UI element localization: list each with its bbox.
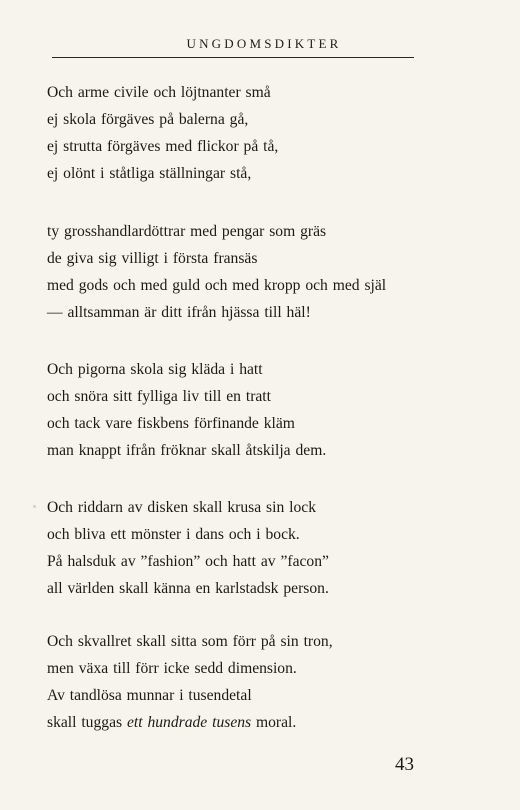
stanza-2 [47,218,457,326]
poem-line: På halsduk av ”fashion” och hatt av ”facon” [47,553,329,570]
poem-line: ej olönt i ståtliga ställningar stå, [47,165,252,182]
poem-line: och tack vare fiskbens förfinande kläm [47,415,295,432]
poem-line: med gods och med guld och med kropp och med själ [47,277,387,294]
poem-line [47,709,457,736]
poem-line: man knappt ifrån fröknar skall åtskilja dem. [47,442,327,459]
page-number: 43 [395,754,414,775]
header-rule [52,57,414,58]
poem-line-text: skall tuggas [47,714,127,731]
poem-line: ty grosshandlardöttrar med pengar som gräs [47,223,327,240]
poem-line: och bliva ett mönster i dans och i bock. [47,526,300,543]
paper-speck [33,505,36,508]
poem-line: all världen skall känna en karlstadsk person. [47,580,329,597]
poem-line: Och arme civile och löjtnanter små [47,84,271,101]
poem-line: Och skvallret skall sitta som förr på sin tron, [47,633,333,650]
poem-line: ej strutta förgäves med flickor på tå, [47,138,279,155]
running-head: UNGDOMSDIKTER [186,36,342,51]
poem-line: och snöra sitt fylliga liv till en tratt [47,388,271,405]
poem-line: ej skola förgäves på balerna gå, [47,111,249,128]
stanza-1 [47,79,457,187]
stanza-4 [47,494,457,602]
poem-line: men växa till förr icke sedd dimension. [47,660,297,677]
poem-line: de giva sig villigt i första fransäs [47,250,258,267]
stanza-5 [47,628,457,736]
stanza-3 [47,356,457,464]
poem-line: Av tandlösa munnar i tusendetal [47,687,252,704]
poem-line: Och riddarn av disken skall krusa sin lock [47,499,317,516]
poem-line-text: moral. [251,714,297,731]
italic-phrase: ett hundrade tusens [126,714,252,731]
poem-line: — alltsamman är ditt ifrån hjässa till häl! [47,304,311,321]
poem-line: Och pigorna skola sig kläda i hatt [47,361,263,378]
